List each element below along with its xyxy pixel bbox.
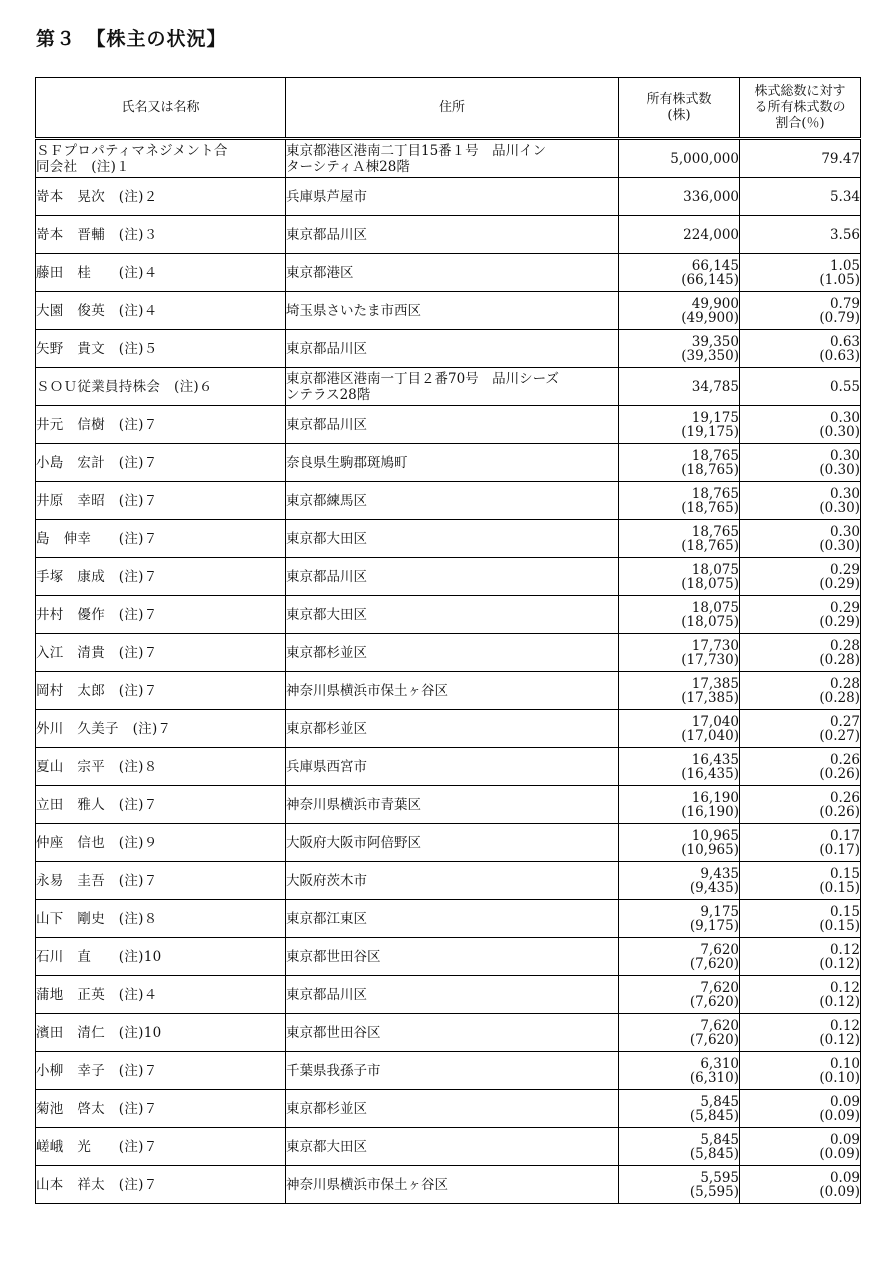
ownership-ratio-sub-value: (0.79) — [819, 309, 860, 326]
shares-count-sub-value: (18,075) — [681, 575, 739, 592]
header-shares: 所有株式数 (株) — [619, 78, 740, 139]
shares-count-sub-value: (16,435) — [681, 765, 739, 782]
shares-count — [619, 862, 740, 900]
table-row — [36, 482, 861, 520]
shareholder-name: 立田 雅人 (注)７ — [36, 786, 286, 824]
table-row — [36, 1052, 861, 1090]
shares-count-sub-value: (17,040) — [681, 727, 739, 744]
shareholder-name: 井村 優作 (注)７ — [36, 596, 286, 634]
table-row — [36, 1014, 861, 1052]
ownership-ratio-value: 0.55 — [829, 378, 860, 395]
shares-count-sub-value: (7,620) — [689, 1031, 739, 1048]
shares-count-sub-value: (16,190) — [681, 803, 739, 820]
shareholder-address: 東京都品川区 — [286, 976, 619, 1014]
ownership-ratio-sub-value: (0.29) — [819, 575, 860, 592]
table-row — [36, 558, 861, 596]
shares-count-value: 19,175 — [691, 409, 739, 426]
shareholder-address: 東京都品川区 — [286, 558, 619, 596]
shareholder-address: 東京都品川区 — [286, 330, 619, 368]
shareholder-name: 小島 宏計 (注)７ — [36, 444, 286, 482]
shares-count-value: 5,000,000 — [670, 150, 739, 167]
table-row — [36, 634, 861, 672]
shareholder-address: 東京都品川区 — [286, 216, 619, 254]
shareholder-address: 大阪府茨木市 — [286, 862, 619, 900]
shares-count-value: 49,900 — [691, 295, 739, 312]
shareholder-address: 埼玉県さいたま市西区 — [286, 292, 619, 330]
shares-count-value: 16,435 — [691, 751, 739, 768]
shares-count — [619, 178, 740, 216]
table-header-row — [36, 78, 861, 139]
shares-count-sub-value: (49,900) — [681, 309, 739, 326]
ownership-ratio-value: 0.27 — [829, 713, 860, 730]
shares-count-value: 336,000 — [683, 188, 739, 205]
ownership-ratio — [740, 1166, 861, 1204]
ownership-ratio — [740, 596, 861, 634]
shares-count-sub-value: (6,310) — [689, 1069, 739, 1086]
ownership-ratio-value: 0.30 — [829, 485, 860, 502]
ownership-ratio-sub-value: (0.28) — [819, 689, 860, 706]
ownership-ratio-value: 0.28 — [829, 675, 860, 692]
shareholder-name: ＳＦプロパティマネジメント合 同会社 (注)１ — [36, 139, 286, 178]
ownership-ratio — [740, 824, 861, 862]
shares-count-value: 7,620 — [700, 979, 739, 996]
ownership-ratio-value: 0.09 — [829, 1093, 860, 1110]
table-row — [36, 900, 861, 938]
ownership-ratio — [740, 1090, 861, 1128]
shareholder-address: 大阪府大阪市阿倍野区 — [286, 824, 619, 862]
shareholder-address: 東京都世田谷区 — [286, 938, 619, 976]
ownership-ratio-value: 0.63 — [829, 333, 860, 350]
shareholder-name: 外川 久美子 (注)７ — [36, 710, 286, 748]
shares-count — [619, 596, 740, 634]
table-row — [36, 672, 861, 710]
shareholder-name: 濱田 清仁 (注)10 — [36, 1014, 286, 1052]
table-row — [36, 938, 861, 976]
ownership-ratio-sub-value: (0.09) — [819, 1183, 860, 1200]
shareholder-address: 東京都世田谷区 — [286, 1014, 619, 1052]
ownership-ratio-value: 0.79 — [829, 295, 860, 312]
shares-count-value: 224,000 — [683, 226, 739, 243]
shares-count-value: 16,190 — [691, 789, 739, 806]
shareholder-name: 仲座 信也 (注)９ — [36, 824, 286, 862]
table-row — [36, 520, 861, 558]
ownership-ratio-value: 0.29 — [829, 599, 860, 616]
shareholder-address: 兵庫県芦屋市 — [286, 178, 619, 216]
shareholder-name: 大園 俊英 (注)４ — [36, 292, 286, 330]
shares-count — [619, 444, 740, 482]
table-row — [36, 139, 861, 178]
table-row — [36, 292, 861, 330]
table-row — [36, 254, 861, 292]
shares-count-value: 39,350 — [691, 333, 739, 350]
shares-count-sub-value: (7,620) — [689, 993, 739, 1010]
page-title: 第３ 【株主の状況】 — [36, 28, 227, 50]
ownership-ratio-sub-value: (0.29) — [819, 613, 860, 630]
shareholder-address: 東京都練馬区 — [286, 482, 619, 520]
table-row — [36, 330, 861, 368]
table-row — [36, 216, 861, 254]
shares-count — [619, 938, 740, 976]
shares-count-value: 6,310 — [700, 1055, 739, 1072]
ownership-ratio — [740, 1014, 861, 1052]
table-row — [36, 178, 861, 216]
ownership-ratio-value: 0.12 — [829, 1017, 860, 1034]
shareholder-address: 東京都杉並区 — [286, 710, 619, 748]
shares-count-value: 5,845 — [700, 1131, 739, 1148]
ownership-ratio-sub-value: (0.28) — [819, 651, 860, 668]
ownership-ratio-value: 0.09 — [829, 1131, 860, 1148]
ownership-ratio — [740, 406, 861, 444]
shares-count-sub-value: (19,175) — [681, 423, 739, 440]
shareholder-name: 井元 信樹 (注)７ — [36, 406, 286, 444]
shares-count — [619, 1014, 740, 1052]
ownership-ratio-value: 0.28 — [829, 637, 860, 654]
shares-count-value: 66,145 — [691, 257, 739, 274]
ownership-ratio — [740, 444, 861, 482]
ownership-ratio-sub-value: (0.17) — [819, 841, 860, 858]
ownership-ratio — [740, 672, 861, 710]
shares-count-value: 9,435 — [700, 865, 739, 882]
shareholder-name: 石川 直 (注)10 — [36, 938, 286, 976]
table-row — [36, 976, 861, 1014]
shares-count-value: 5,595 — [700, 1169, 739, 1186]
shares-count-value: 17,040 — [691, 713, 739, 730]
ownership-ratio — [740, 1128, 861, 1166]
table-row — [36, 786, 861, 824]
shareholder-name: 嵜本 晃次 (注)２ — [36, 178, 286, 216]
shareholder-address: 東京都港区 — [286, 254, 619, 292]
shares-count-sub-value: (7,620) — [689, 955, 739, 972]
ownership-ratio-sub-value: (0.30) — [819, 423, 860, 440]
shareholder-name: 夏山 宗平 (注)８ — [36, 748, 286, 786]
ownership-ratio — [740, 862, 861, 900]
ownership-ratio — [740, 216, 861, 254]
shares-count-sub-value: (10,965) — [681, 841, 739, 858]
shares-count-value: 17,730 — [691, 637, 739, 654]
shareholder-address: 東京都江東区 — [286, 900, 619, 938]
shareholder-name: 井原 幸昭 (注)７ — [36, 482, 286, 520]
shareholder-address: 兵庫県西宮市 — [286, 748, 619, 786]
shares-count — [619, 634, 740, 672]
shares-count-sub-value: (66,145) — [681, 271, 739, 288]
ownership-ratio-value: 1.05 — [829, 257, 860, 274]
ownership-ratio-value: 0.30 — [829, 523, 860, 540]
ownership-ratio-sub-value: (0.26) — [819, 803, 860, 820]
ownership-ratio-sub-value: (0.12) — [819, 955, 860, 972]
ownership-ratio-sub-value: (0.10) — [819, 1069, 860, 1086]
ownership-ratio-value: 0.09 — [829, 1169, 860, 1186]
shares-count-sub-value: (17,385) — [681, 689, 739, 706]
shares-count — [619, 900, 740, 938]
shares-count — [619, 748, 740, 786]
ownership-ratio — [740, 748, 861, 786]
shares-count — [619, 710, 740, 748]
shares-count — [619, 1052, 740, 1090]
ownership-ratio — [740, 900, 861, 938]
table-row — [36, 1090, 861, 1128]
shares-count-sub-value: (5,595) — [689, 1183, 739, 1200]
shares-count-sub-value: (18,075) — [681, 613, 739, 630]
ownership-ratio-sub-value: (0.27) — [819, 727, 860, 744]
shares-count — [619, 1090, 740, 1128]
shareholder-address: 神奈川県横浜市保土ヶ谷区 — [286, 1166, 619, 1204]
header-name: 氏名又は名称 — [36, 78, 286, 139]
shareholder-address: 東京都品川区 — [286, 406, 619, 444]
ownership-ratio — [740, 178, 861, 216]
shares-count — [619, 558, 740, 596]
shareholder-name: 入江 清貴 (注)７ — [36, 634, 286, 672]
ownership-ratio-sub-value: (0.09) — [819, 1145, 860, 1162]
shareholder-name: 永易 圭吾 (注)７ — [36, 862, 286, 900]
table-row — [36, 862, 861, 900]
shares-count — [619, 824, 740, 862]
shareholder-address: 東京都杉並区 — [286, 634, 619, 672]
shares-count-sub-value: (9,175) — [689, 917, 739, 934]
ownership-ratio-value: 0.26 — [829, 789, 860, 806]
shares-count — [619, 292, 740, 330]
table-row — [36, 596, 861, 634]
table-row — [36, 824, 861, 862]
ownership-ratio-sub-value: (0.30) — [819, 499, 860, 516]
table-row — [36, 1128, 861, 1166]
shares-count-value: 10,965 — [691, 827, 739, 844]
shares-count — [619, 368, 740, 406]
shareholder-name: 矢野 貴文 (注)５ — [36, 330, 286, 368]
shareholder-name: 山下 剛史 (注)８ — [36, 900, 286, 938]
shareholder-name: 小柳 幸子 (注)７ — [36, 1052, 286, 1090]
shares-count-value: 18,765 — [691, 447, 739, 464]
ownership-ratio-sub-value: (0.15) — [819, 879, 860, 896]
shares-count-value: 7,620 — [700, 1017, 739, 1034]
ownership-ratio-value: 0.15 — [829, 903, 860, 920]
table-row — [36, 1166, 861, 1204]
shares-count-value: 18,765 — [691, 523, 739, 540]
shares-count-value: 17,385 — [691, 675, 739, 692]
ownership-ratio — [740, 254, 861, 292]
shareholder-name: 岡村 太郎 (注)７ — [36, 672, 286, 710]
ownership-ratio-sub-value: (0.09) — [819, 1107, 860, 1124]
ownership-ratio-sub-value: (1.05) — [819, 271, 860, 288]
shares-count-value: 9,175 — [700, 903, 739, 920]
shares-count-value: 34,785 — [691, 378, 739, 395]
shares-count — [619, 672, 740, 710]
shares-count-sub-value: (39,350) — [681, 347, 739, 364]
shares-count-sub-value: (17,730) — [681, 651, 739, 668]
shareholder-name: 手塚 康成 (注)７ — [36, 558, 286, 596]
shareholder-address: 東京都港区港南一丁目２番70号 品川シーズ ンテラス28階 — [286, 368, 619, 406]
table-row — [36, 748, 861, 786]
shares-count — [619, 482, 740, 520]
shares-count — [619, 520, 740, 558]
ownership-ratio-value: 0.15 — [829, 865, 860, 882]
shares-count-value: 5,845 — [700, 1093, 739, 1110]
ownership-ratio-sub-value: (0.30) — [819, 461, 860, 478]
shareholder-address: 奈良県生駒郡斑鳩町 — [286, 444, 619, 482]
ownership-ratio-value: 0.30 — [829, 447, 860, 464]
shares-count — [619, 976, 740, 1014]
shares-count-sub-value: (5,845) — [689, 1107, 739, 1124]
ownership-ratio — [740, 710, 861, 748]
ownership-ratio-sub-value: (0.63) — [819, 347, 860, 364]
shareholder-address: 神奈川県横浜市青葉区 — [286, 786, 619, 824]
shareholder-name: 山本 祥太 (注)７ — [36, 1166, 286, 1204]
shares-count — [619, 139, 740, 178]
shares-count-value: 18,075 — [691, 599, 739, 616]
shares-count — [619, 1128, 740, 1166]
shares-count — [619, 216, 740, 254]
shares-count — [619, 254, 740, 292]
shareholder-name: 嵜本 晋輔 (注)３ — [36, 216, 286, 254]
shareholder-name: 菊池 啓太 (注)７ — [36, 1090, 286, 1128]
ownership-ratio-value: 0.12 — [829, 941, 860, 958]
table-row — [36, 444, 861, 482]
shareholder-address: 東京都大田区 — [286, 596, 619, 634]
ownership-ratio-sub-value: (0.12) — [819, 993, 860, 1010]
shares-count-value: 18,765 — [691, 485, 739, 502]
shares-count-value: 18,075 — [691, 561, 739, 578]
shares-count-value: 7,620 — [700, 941, 739, 958]
shareholder-address: 東京都大田区 — [286, 1128, 619, 1166]
header-address: 住所 — [286, 78, 619, 139]
ownership-ratio-sub-value: (0.26) — [819, 765, 860, 782]
ownership-ratio-value: 0.26 — [829, 751, 860, 768]
ownership-ratio-sub-value: (0.30) — [819, 537, 860, 554]
ownership-ratio — [740, 634, 861, 672]
shareholder-address: 千葉県我孫子市 — [286, 1052, 619, 1090]
ownership-ratio — [740, 938, 861, 976]
ownership-ratio-value: 5.34 — [829, 188, 860, 205]
shares-count-sub-value: (9,435) — [689, 879, 739, 896]
table-row — [36, 368, 861, 406]
ownership-ratio-value: 3.56 — [829, 226, 860, 243]
ownership-ratio-sub-value: (0.15) — [819, 917, 860, 934]
shareholder-address: 東京都杉並区 — [286, 1090, 619, 1128]
shareholder-name: 島 伸幸 (注)７ — [36, 520, 286, 558]
ownership-ratio — [740, 558, 861, 596]
shareholder-name: ＳＯＵ従業員持株会 (注)６ — [36, 368, 286, 406]
table-row — [36, 406, 861, 444]
shareholder-address: 神奈川県横浜市保土ヶ谷区 — [286, 672, 619, 710]
table-row — [36, 710, 861, 748]
ownership-ratio — [740, 330, 861, 368]
shares-count-sub-value: (18,765) — [681, 537, 739, 554]
shareholder-name: 藤田 桂 (注)４ — [36, 254, 286, 292]
ownership-ratio — [740, 482, 861, 520]
ownership-ratio — [740, 786, 861, 824]
shareholder-name: 蒲地 正英 (注)４ — [36, 976, 286, 1014]
header-ratio: 株式総数に対す る所有株式数の 割合(％) — [740, 78, 861, 139]
ownership-ratio — [740, 292, 861, 330]
ownership-ratio-value: 0.17 — [829, 827, 860, 844]
shares-count — [619, 330, 740, 368]
ownership-ratio — [740, 1052, 861, 1090]
ownership-ratio-value: 0.12 — [829, 979, 860, 996]
shareholder-address: 東京都大田区 — [286, 520, 619, 558]
shares-count — [619, 406, 740, 444]
ownership-ratio-value: 79.47 — [821, 150, 860, 167]
ownership-ratio-value: 0.30 — [829, 409, 860, 426]
ownership-ratio — [740, 139, 861, 178]
shares-count — [619, 1166, 740, 1204]
shares-count-sub-value: (5,845) — [689, 1145, 739, 1162]
ownership-ratio — [740, 976, 861, 1014]
ownership-ratio — [740, 520, 861, 558]
shares-count-sub-value: (18,765) — [681, 499, 739, 516]
shares-count — [619, 786, 740, 824]
ownership-ratio — [740, 368, 861, 406]
shareholder-address: 東京都港区港南二丁目15番１号 品川イン ターシティＡ棟28階 — [286, 139, 619, 178]
ownership-ratio-value: 0.10 — [829, 1055, 860, 1072]
shareholder-table — [35, 77, 861, 1204]
shares-count-sub-value: (18,765) — [681, 461, 739, 478]
ownership-ratio-sub-value: (0.12) — [819, 1031, 860, 1048]
shareholder-name: 嵯峨 光 (注)７ — [36, 1128, 286, 1166]
ownership-ratio-value: 0.29 — [829, 561, 860, 578]
